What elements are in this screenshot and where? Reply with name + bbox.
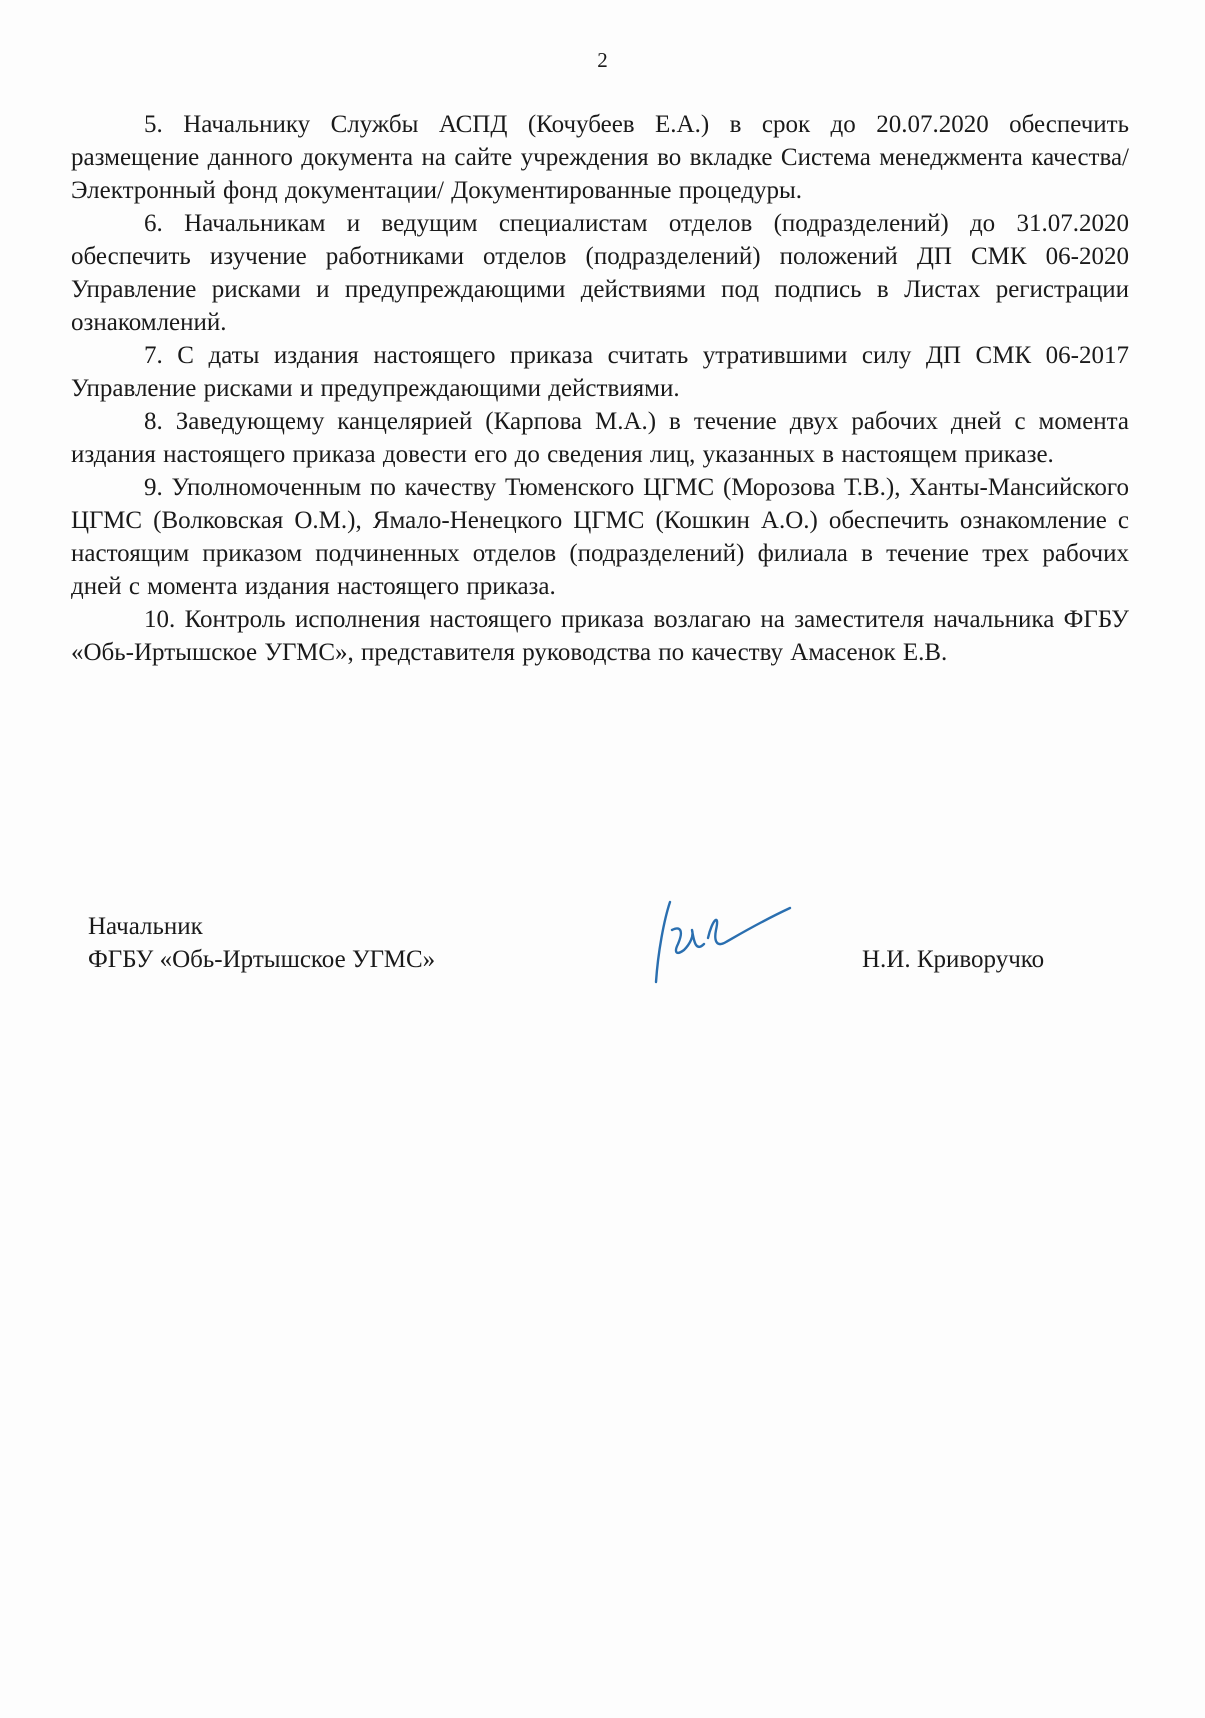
signer-position (88, 910, 435, 976)
handwritten-signature (650, 890, 800, 990)
paragraph-10: 10. Контроль исполнения настоящего приказа возлагаю на заместителя начальника ФГБУ «Обь-Иртышское УГМС», представителя руководства по качеству Амасенок Е.В. (71, 606, 1129, 666)
signer-name: Н.И. Криворучко (862, 946, 1045, 973)
document-body (71, 108, 1129, 669)
signer-title-line2: ФГБУ «Обь-Иртышское УГМС» (88, 946, 436, 973)
paragraph-9: 9. Уполномоченным по качеству Тюменского ЦГМС (Морозова Т.В.), Ханты-Мансийского ЦГМС (Волковская О.М.), Ямало-Ненецкого ЦГМС (Кошкин А.О.) обеспечить ознакомление с настоящим приказом подчиненных отделов (подразделений) филиала в течение трех рабочих дней с момента издания настоящего приказа. (71, 474, 1129, 600)
signer-title-line1: Начальник (88, 913, 203, 940)
paragraph-7: 7. С даты издания настоящего приказа считать утратившими силу ДП СМК 06-2017 Управление рисками и предупреждающими действиями. (71, 342, 1129, 402)
paragraph-6: 6. Начальникам и ведущим специалистам отделов (подразделений) до 31.07.2020 обеспечить изучение работниками отделов (подразделений) положений ДП СМК 06-2020 Управление рисками и предупреждающими действиями под подпись в Листах регистрации ознакомлений. (71, 210, 1129, 336)
paragraph-5: 5. Начальнику Службы АСПД (Кочубеев Е.А.) в срок до 20.07.2020 обеспечить размещение данного документа на сайте учреждения во вкладке Система менеджмента качества/Электронный фонд документации/ Документированные процедуры. (71, 111, 1129, 204)
paragraph-8: 8. Заведующему канцелярией (Карпова М.А.) в течение двух рабочих дней с момента издания настоящего приказа довести его до сведения лиц, указанных в настоящем приказе. (71, 408, 1129, 468)
page-number: 2 (597, 48, 608, 72)
